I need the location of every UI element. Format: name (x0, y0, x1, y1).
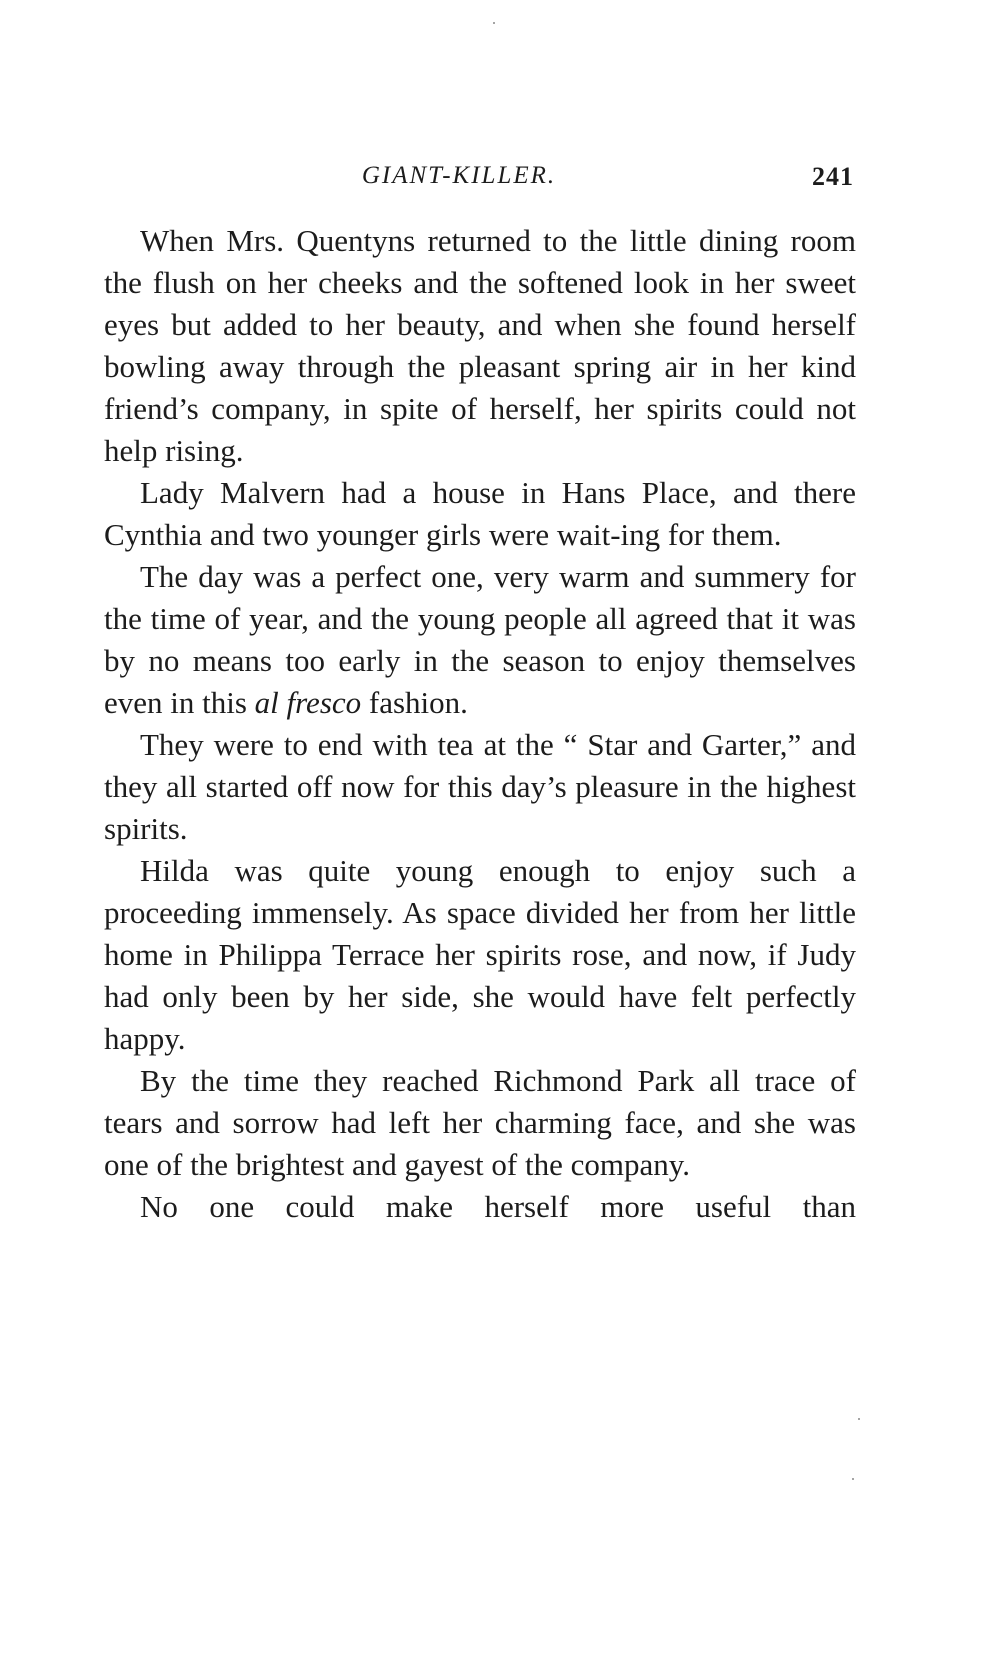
paragraph-text: The day was a perfect one, very warm and summery for the time of year, and the young people all agreed that it was by no means too early in the season to enjoy themselves even in this (104, 559, 856, 720)
running-title: GIANT-KILLER. (361, 162, 557, 189)
italic-phrase: al fresco (254, 685, 362, 720)
paragraph: By the time they reached Richmond Park all trace of tears and sorrow had left her charming face, and she was one of the brightest and gayest of the company. (104, 1063, 856, 1182)
paragraph: They were to end with tea at the “ Star and Garter,” and they all started off now for this day’s pleasure in the highest spirits. (104, 727, 856, 846)
paragraph: No one could make herself more useful than (140, 1189, 856, 1224)
paragraph: Lady Malvern had a house in Hans Place, and there Cynthia and two younger girls were wait-ing for them. (104, 475, 856, 552)
paper-speck (852, 1478, 854, 1480)
paper-speck (493, 22, 495, 24)
paragraph: When Mrs. Quentyns returned to the little dining room the flush on her cheeks and the softened look in her sweet eyes but added to her beauty, and when she found herself bowling away through the pleasant spring air in her kind friend’s company, in spite of herself, her spirits could not help rising. (104, 223, 856, 468)
running-head (104, 162, 854, 202)
page-number: 241 (812, 162, 854, 191)
paragraph-text: fashion. (361, 685, 468, 720)
body-text (104, 220, 856, 1228)
paper-speck (858, 1418, 860, 1420)
paragraph (104, 556, 856, 724)
paragraph: Hilda was quite young enough to enjoy such a proceeding immensely. As space divided her from her little home in Philippa Terrace her spirits rose, and now, if Judy had only been by her side, she would have felt perfectly happy. (104, 853, 856, 1056)
